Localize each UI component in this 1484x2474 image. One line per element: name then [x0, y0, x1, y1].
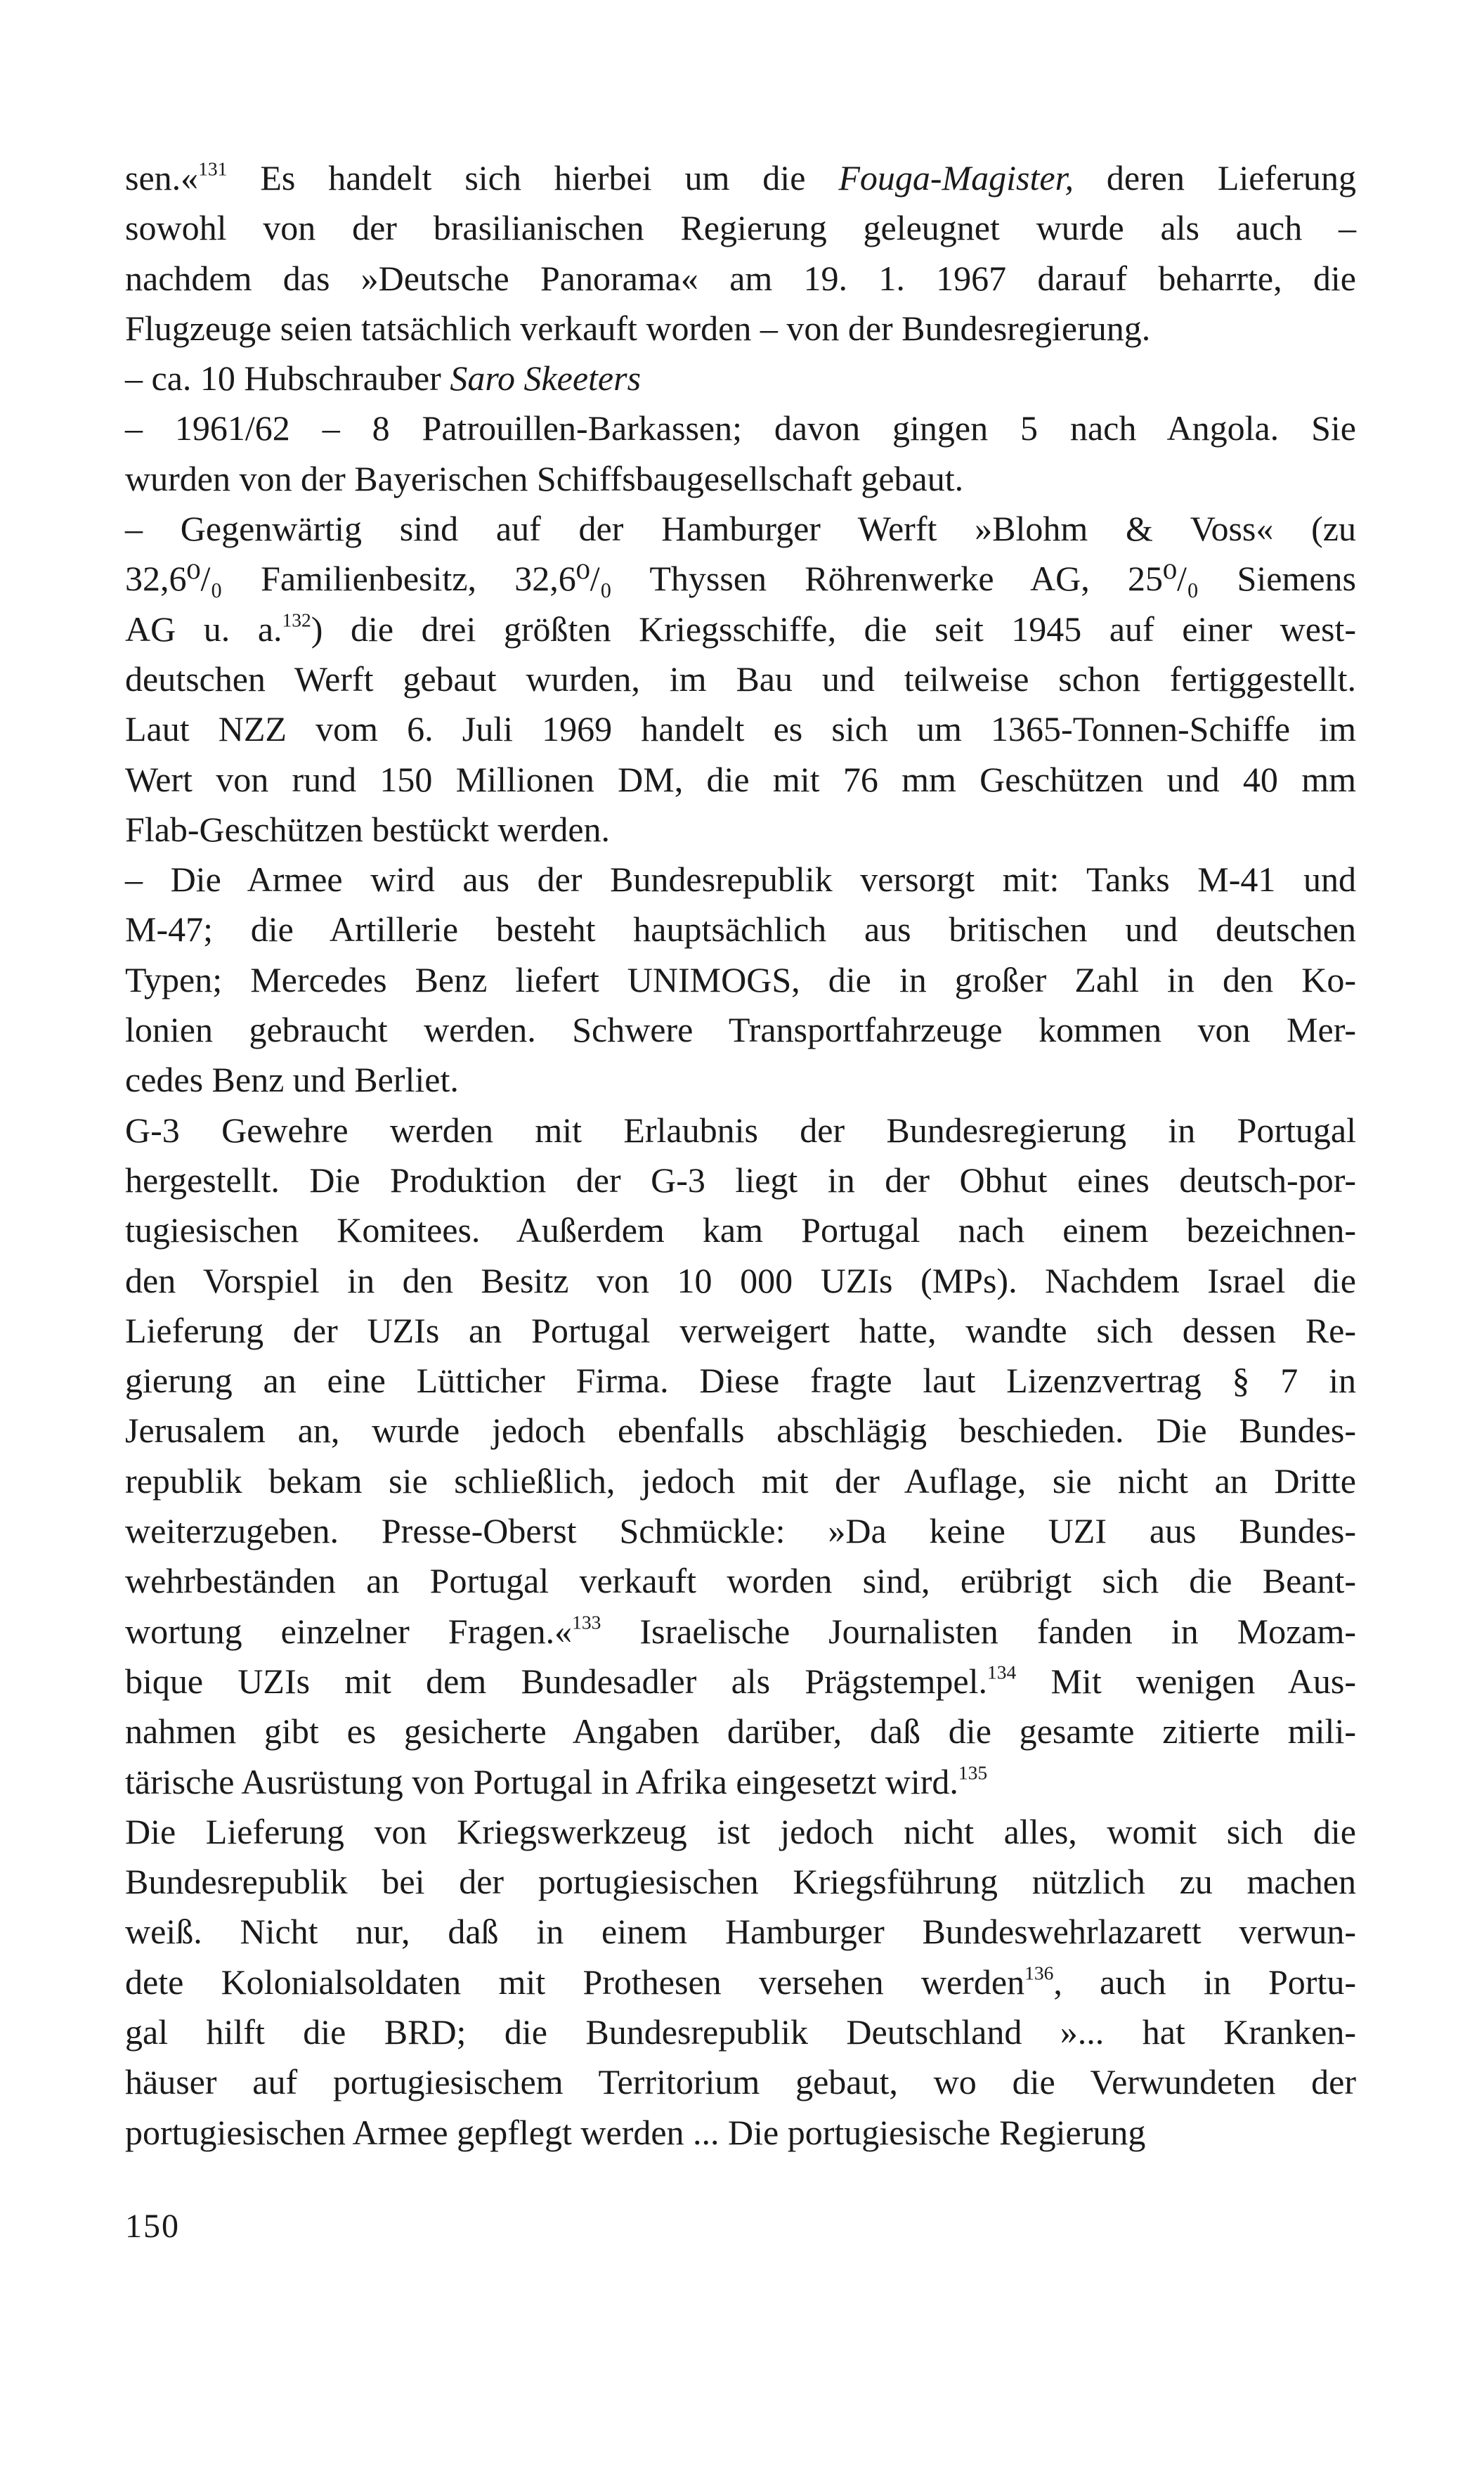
text-line: [125, 354, 1356, 403]
text-line: [125, 704, 1356, 754]
text-line: [125, 1657, 1356, 1706]
text-line: [125, 855, 1356, 905]
line-text: – Gegenwärtig sind auf der Hamburger Werft »Blohm & Voss« (zu: [125, 509, 1356, 549]
line-text: AG u. a.: [125, 609, 282, 649]
text-line: [125, 604, 1356, 654]
italic-term: Saro Skeeters: [450, 358, 642, 399]
line-text: cedes Benz und Berliet.: [125, 1060, 459, 1100]
line-text: sowohl von der brasilianischen Regierung geleugnet wurde als auch –: [125, 208, 1356, 248]
line-text: weiterzugeben. Presse-Oberst Schmückle: »Da keine UZI aus Bundes-: [125, 1511, 1356, 1551]
line-text: wurden von der Bayerischen Schiffsbaugesellschaft gebaut.: [125, 458, 964, 498]
line-text: 32,6⁰/₀ Familienbesitz, 32,6⁰/₀ Thyssen Röhrenwerke AG, 25⁰/₀ Siemens: [125, 559, 1356, 599]
text-line: [125, 203, 1356, 253]
text-line: [125, 1907, 1356, 1957]
text-line: [125, 554, 1356, 604]
line-text: hergestellt. Die Produktion der G-3 liegt in der Obhut eines deutsch-por-: [125, 1160, 1356, 1200]
line-text: ) die drei größten Kriegsschiffe, die seit 1945 auf einer west-: [311, 609, 1356, 649]
text-line: [125, 755, 1356, 805]
line-text: Jerusalem an, wurde jedoch ebenfalls abschlägig beschieden. Die Bundes-: [125, 1411, 1356, 1451]
footnote-ref: 134: [987, 1661, 1017, 1683]
line-text: wortung einzelner Fragen.«: [125, 1611, 573, 1651]
text-line: [125, 1807, 1356, 1857]
text-line: [125, 805, 1356, 855]
text-line: [125, 1205, 1356, 1255]
body-text: [125, 153, 1356, 2158]
line-text: deren Lieferung: [1074, 158, 1356, 197]
text-line: [125, 153, 1356, 203]
line-text: lonien gebraucht werden. Schwere Transportfahrzeuge kommen von Mer-: [125, 1010, 1356, 1050]
footnote-ref: 132: [282, 609, 311, 631]
line-text: tärische Ausrüstung von Portugal in Afrika eingesetzt wird.: [125, 1761, 958, 1801]
text-line: [125, 2057, 1356, 2107]
line-text: republik bekam sie schließlich, jedoch mit der Auflage, sie nicht an Dritte: [125, 1461, 1356, 1501]
line-text: nahmen gibt es gesicherte Angaben darüber, daß die gesamte zitierte mili-: [125, 1711, 1356, 1751]
line-text: portugiesischen Armee gepflegt werden ... Die portugiesische Regierung: [125, 2112, 1146, 2152]
text-line: [125, 1155, 1356, 1205]
line-text: gierung an eine Lütticher Firma. Diese fragte laut Lizenzvertrag § 7 in: [125, 1361, 1356, 1401]
line-text: gal hilft die BRD; die Bundesrepublik Deutschland »... hat Kranken-: [125, 2012, 1356, 2052]
line-text: Wert von rund 150 Millionen DM, die mit 76 mm Geschützen und 40 mm: [125, 759, 1356, 799]
line-text: Israelische Journalisten fanden in Mozam-: [601, 1611, 1356, 1651]
line-text: M-47; die Artillerie besteht hauptsächlich aus britischen und deutschen: [125, 909, 1356, 950]
text-line: [125, 454, 1356, 504]
text-line: [125, 1106, 1356, 1155]
text-line: [125, 1005, 1356, 1055]
text-line: [125, 905, 1356, 954]
line-text: häuser auf portugiesischem Territorium gebaut, wo die Verwundeten der: [125, 2062, 1356, 2102]
footnote-ref: 131: [198, 157, 228, 180]
text-line: [125, 1556, 1356, 1606]
text-line: [125, 1757, 1356, 1807]
text-line: [125, 1706, 1356, 1756]
line-text: Die Lieferung von Kriegswerkzeug ist jedoch nicht alles, womit sich die: [125, 1811, 1356, 1851]
text-line: [125, 504, 1356, 554]
line-text: – 1961/62 – 8 Patrouillen-Barkassen; davon gingen 5 nach Angola. Sie: [125, 408, 1356, 448]
line-text: sen.«: [125, 158, 199, 197]
line-text: Lieferung der UZIs an Portugal verweigert hatte, wandte sich dessen Re-: [125, 1310, 1356, 1350]
line-text: nachdem das »Deutsche Panorama« am 19. 1. 1967 darauf beharrte, die: [125, 258, 1356, 298]
line-text: , auch in Portu-: [1053, 1962, 1357, 2002]
footnote-ref: 135: [958, 1761, 988, 1783]
footnote-ref: 133: [572, 1610, 601, 1633]
line-text: Flab-Geschützen bestückt werden.: [125, 809, 611, 849]
text-line: [125, 955, 1356, 1005]
page-number: 150: [125, 2208, 180, 2245]
line-text: Bundesrepublik bei der portugiesischen Kriegsführung nützlich zu machen: [125, 1862, 1356, 1902]
line-text: – ca. 10 Hubschrauber: [125, 358, 450, 399]
text-line: [125, 1256, 1356, 1306]
line-text: Flugzeuge seien tatsächlich verkauft worden – von der Bundesregierung.: [125, 308, 1151, 348]
text-line: [125, 254, 1356, 304]
line-text: tugiesischen Komitees. Außerdem kam Portugal nach einem bezeichnen-: [125, 1210, 1356, 1250]
text-line: [125, 2108, 1356, 2158]
text-line: [125, 1055, 1356, 1105]
line-text: Mit wenigen Aus-: [1016, 1661, 1356, 1701]
line-text: dete Kolonialsoldaten mit Prothesen versehen werden: [125, 1962, 1025, 2002]
line-text: deutschen Werft gebaut wurden, im Bau und teilweise schon fertiggestellt.: [125, 659, 1356, 699]
text-line: [125, 1607, 1356, 1657]
text-line: [125, 1857, 1356, 1907]
text-line: [125, 403, 1356, 453]
line-text: wehrbeständen an Portugal verkauft worden sind, erübrigt sich die Beant-: [125, 1561, 1356, 1601]
text-line: [125, 1406, 1356, 1456]
text-line: [125, 1506, 1356, 1556]
line-text: G-3 Gewehre werden mit Erlaubnis der Bundesregierung in Portugal: [125, 1110, 1356, 1150]
text-line: [125, 1957, 1356, 2007]
line-text: Laut NZZ vom 6. Juli 1969 handelt es sich um 1365-Tonnen-Schiffe im: [125, 709, 1356, 749]
text-line: [125, 1456, 1356, 1506]
line-text: weiß. Nicht nur, daß in einem Hamburger Bundeswehrlazarett verwun-: [125, 1912, 1356, 1952]
text-line: [125, 304, 1356, 354]
italic-term: Fouga-Magister,: [838, 158, 1074, 197]
text-line: [125, 1306, 1356, 1356]
line-text: Typen; Mercedes Benz liefert UNIMOGS, die in großer Zahl in den Ko-: [125, 959, 1356, 999]
footnote-ref: 136: [1024, 1962, 1054, 1984]
line-text: Es handelt sich hierbei um die: [227, 158, 839, 197]
text-line: [125, 2007, 1356, 2057]
line-text: bique UZIs mit dem Bundesadler als Prägstempel.: [125, 1661, 988, 1701]
text-line: [125, 1356, 1356, 1406]
line-text: den Vorspiel in den Besitz von 10 000 UZIs (MPs). Nachdem Israel die: [125, 1260, 1356, 1300]
line-text: – Die Armee wird aus der Bundesrepublik versorgt mit: Tanks M-41 und: [125, 860, 1356, 900]
text-line: [125, 654, 1356, 704]
